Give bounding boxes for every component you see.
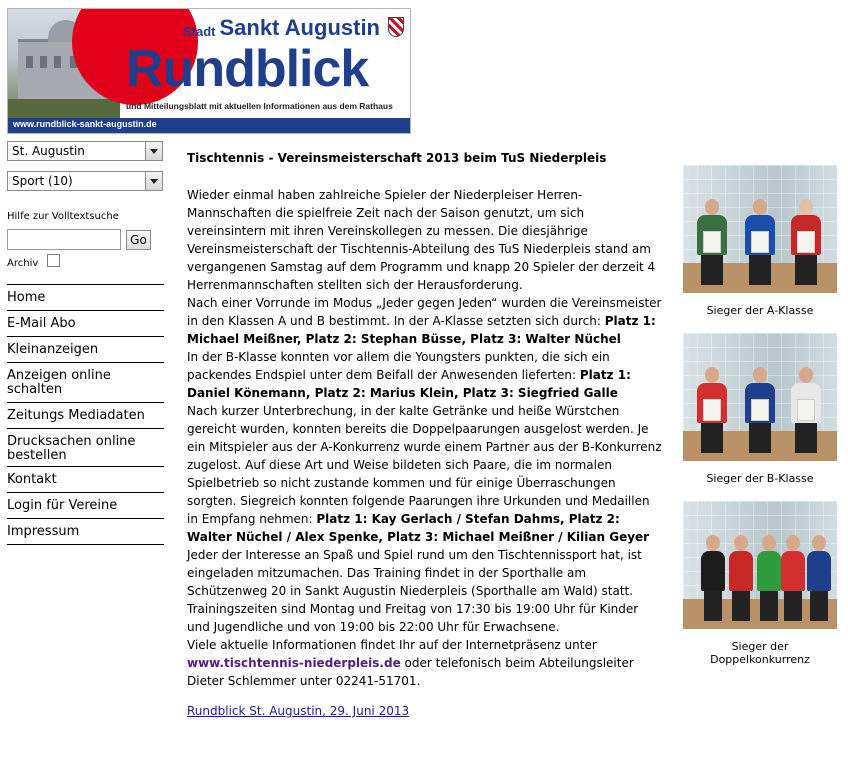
archiv-checkbox[interactable] (47, 254, 60, 267)
caption-doppelkonkurrenz: Sieger der Doppelkonkurrenz (710, 640, 810, 666)
sidebar-nav (7, 284, 164, 545)
photo-a-klasse[interactable] (683, 165, 837, 293)
archiv-label: Archiv (7, 258, 39, 269)
nav-anzeigen-online[interactable]: Anzeigen online schalten (7, 362, 164, 402)
logo-part-1: Rund (126, 40, 255, 98)
rundblick-logo (126, 41, 368, 97)
article-paragraph (187, 294, 662, 348)
paragraph-text: oder telefonisch beim Abteilungsleiter Dieter Schlemmer unter 02241-51701. (187, 656, 634, 688)
nav-divider (7, 544, 164, 545)
article-paragraph: Wieder einmal haben zahlreiche Spieler der Niederpleiser Herren-Mannschaften die spielfreie Zeit nach der Saison genutzt, um sich vereinsintern mit ihren Vereinskollegen zu messen. Die diesjährige Vereinsmeisterschaft der Tischtennis-Abteilung des TuS Niederpleis stand am vergangenen Samstag auf dem Programm und knapp 20 Spieler der derzeit 4 Herrenmannschaften stellten sich der Herausforderung. (187, 188, 656, 292)
nav-kleinanzeigen[interactable]: Kleinanzeigen (7, 336, 164, 362)
results-doppel: Platz 1: Kay Gerlach / Stefan Dahms, Platz 2: Walter Nüchel / Alex Spenke, Platz 3: Michael Meißner / Kilian Geyer (187, 512, 650, 544)
logo-part-2: blick (254, 40, 369, 98)
city-select[interactable] (7, 141, 163, 161)
caption-b-klasse: Sieger der B-Klasse (706, 472, 814, 485)
article-paragraph (187, 636, 662, 690)
site-banner[interactable] (7, 8, 411, 134)
category-select[interactable] (7, 171, 163, 191)
chevron-down-icon[interactable] (145, 172, 162, 190)
club-website-link[interactable]: www.tischtennis-niederpleis.de (187, 656, 401, 670)
city-crest-icon (388, 17, 404, 37)
banner-tagline: und Mitteilungsblatt mit aktuellen Informationen aus dem Rathaus (126, 101, 393, 111)
source-link[interactable]: Rundblick St. Augustin, 29. Juni 2013 (187, 704, 410, 718)
search-help-label[interactable]: Hilfe zur Volltextsuche (7, 211, 119, 222)
category-select-value: Sport (10) (12, 174, 73, 188)
results-a-klasse: Platz 1: Michael Meißner, Platz 2: Stephan Büsse, Platz 3: Walter Nüchel (187, 314, 656, 346)
nav-email-abo[interactable]: E-Mail Abo (7, 310, 164, 336)
nav-home[interactable]: Home (7, 284, 164, 310)
banner-url: www.rundblick-sankt-augustin.de (13, 119, 157, 129)
stadt-label: Stadt (182, 23, 216, 39)
nav-mediadaten[interactable]: Zeitungs Mediadaten (7, 402, 164, 428)
photo-b-klasse[interactable] (683, 333, 837, 461)
nav-login-vereine[interactable]: Login für Vereine (7, 492, 164, 518)
article-title: Tischtennis - Vereinsmeisterschaft 2013 beim TuS Niederpleis (187, 151, 607, 165)
article-body (187, 186, 662, 690)
search-input[interactable] (7, 229, 121, 250)
paragraph-text: Viele aktuelle Informationen findet Ihr auf der Internetpräsenz unter (187, 638, 597, 652)
nav-drucksachen[interactable]: Drucksachen online bestellen (7, 428, 164, 466)
nav-kontakt[interactable]: Kontakt (7, 466, 164, 492)
chevron-down-icon[interactable] (145, 142, 162, 160)
banner-url-bar (8, 118, 410, 133)
results-b-klasse: Platz 1: Daniel Könemann, Platz 2: Marius Klein, Platz 3: Siegfried Galle (187, 368, 631, 400)
article-paragraph (187, 402, 662, 546)
city-name: Sankt Augustin (219, 15, 380, 40)
paragraph-text: Nach einer Vorrunde im Modus „Jeder gegen Jeden“ wurden die Vereinsmeister in den Klassen A und B bestimmt. In der A-Klasse setzten sich durch: (187, 296, 662, 328)
paragraph-text: In der B-Klasse konnten vor allem die Youngsters punkten, die sich ein packendes Endspiel unter dem Beifall der Anwesenden lieferten: (187, 350, 610, 382)
caption-a-klasse: Sieger der A-Klasse (706, 304, 814, 317)
city-select-value: St. Augustin (12, 144, 85, 158)
nav-impressum[interactable]: Impressum (7, 518, 164, 544)
paragraph-text: Nach kurzer Unterbrechung, in der kalte Getränke und heiße Würstchen gereicht wurden, konnten bereits die Doppelpaarungen ausgelost werden. Je ein Mitspieler aus der A-Konkurrenz wurde einem Partner aus der B-Konkurrenz zugelost. Auf diese Art und Weise bildeten sich Paare, die im normalen Spielbetrieb so nicht zustande kommen und für einige Überraschungen sorgten. Siegreich konnten folgende Paarungen ihre Urkunden und Medaillen in Empfang nehmen: (187, 404, 662, 526)
article-paragraph (187, 348, 662, 402)
article-paragraph: Jeder der Interesse an Spaß und Spiel rund um den Tischtennissport hat, ist eingeladen mitzumachen. Das Training findet in der Sporthalle am Schützenweg 20 in Sankt Augustin Niederpleis (Sporthalle am Wald) statt. Trainingszeiten sind Montag und Freitag von 17:30 bis 19:00 Uhr für Kinder und Jugendliche und von 19:00 bis 22:00 Uhr für Erwachsene. (187, 548, 642, 634)
photo-doppelkonkurrenz[interactable] (683, 501, 837, 629)
search-go-button[interactable]: Go (126, 230, 151, 250)
